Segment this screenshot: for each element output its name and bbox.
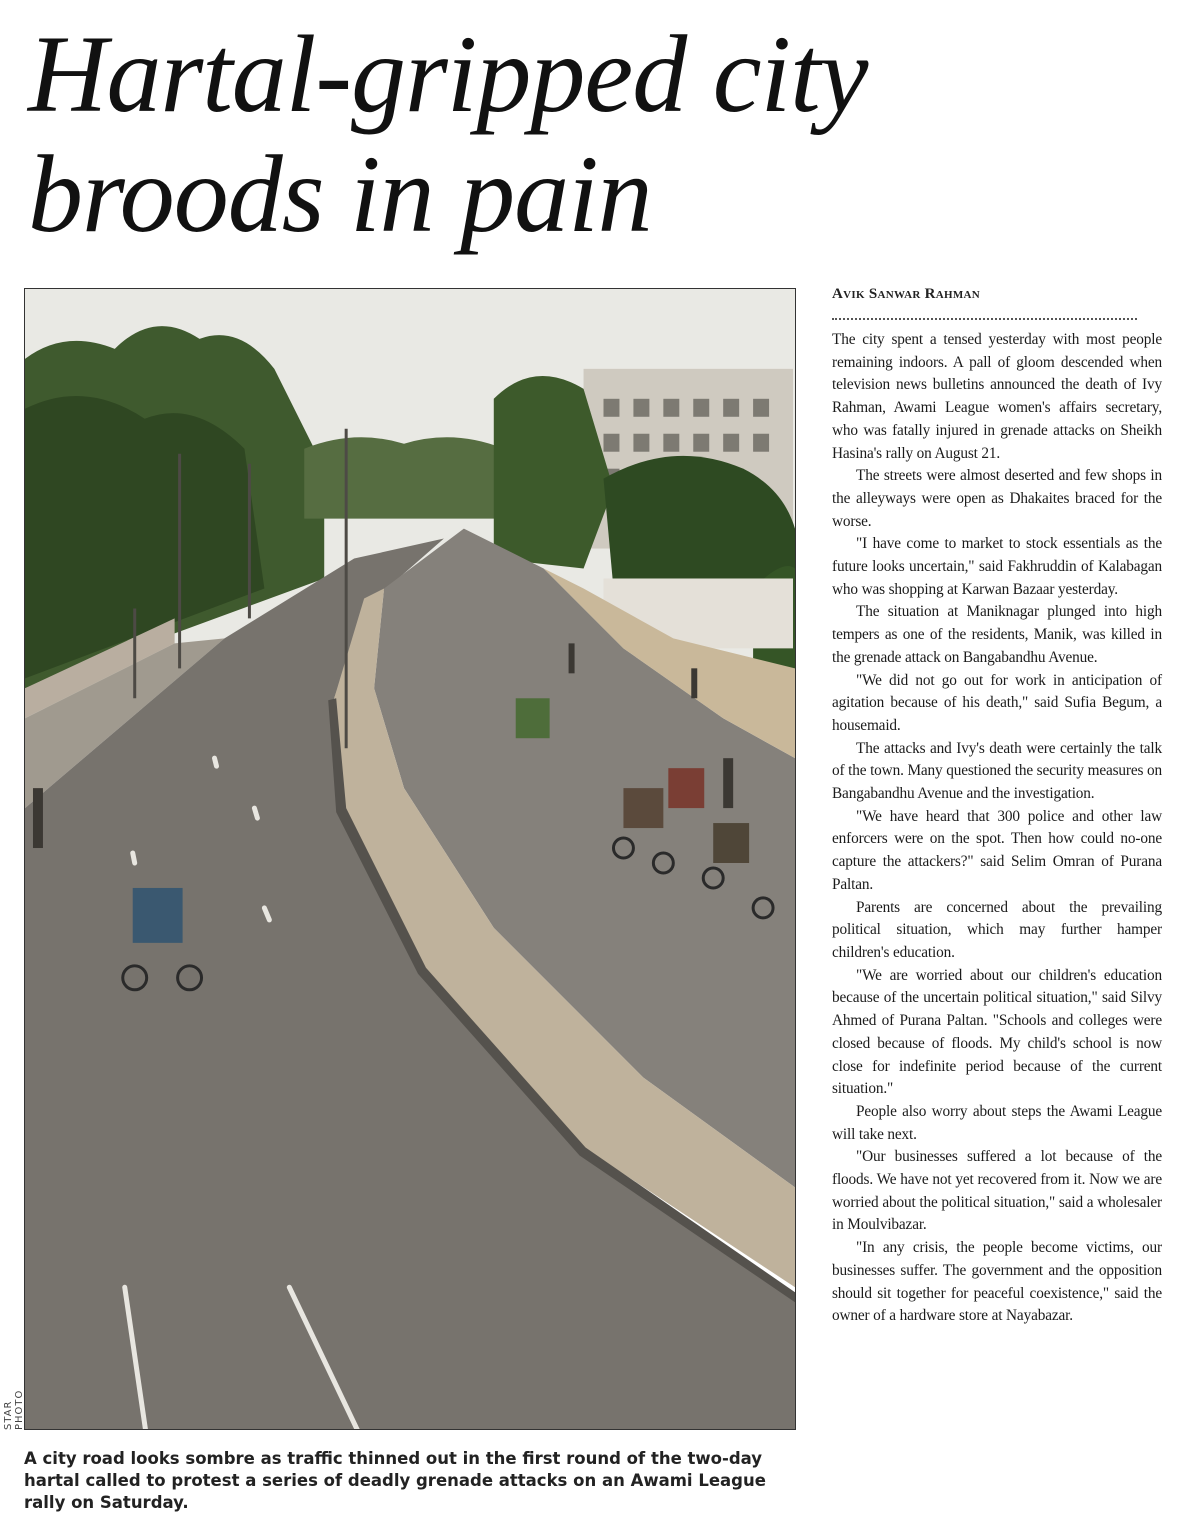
article-paragraph: Parents are concerned about the prevailing political situation, which may further hamper children's education. bbox=[832, 898, 1162, 961]
article-paragraph: "In any crisis, the people become victims, our businesses suffer. The government and the opposition should sit together for peaceful coexistence," said the owner of a hardware store at Nayabazar. bbox=[832, 1239, 1162, 1325]
news-photo bbox=[24, 288, 796, 1430]
article-paragraph: "Our businesses suffered a lot because of the floods. We have not yet recovered from it. Now we are worried about the political situation," said a wholesaler in Moulvibazar. bbox=[832, 1148, 1162, 1234]
headline-line-1: Hartal-gripped city bbox=[28, 13, 868, 135]
article-paragraph: The attacks and Ivy's death were certainly the talk of the town. Many questioned the security measures on Bangabandhu Avenue and the investigation. bbox=[832, 739, 1162, 803]
article-paragraph: People also worry about steps the Awami League will take next. bbox=[832, 1102, 1162, 1143]
article-body bbox=[832, 329, 1162, 1328]
article-paragraph: "We did not go out for work in anticipation of agitation because of his death," said Sufia Begum, a housemaid. bbox=[832, 671, 1162, 734]
byline: Avik Sanwar Rahman bbox=[832, 286, 981, 302]
photo-credit: STAR PHOTO bbox=[3, 1389, 25, 1430]
article-paragraph: "I have come to market to stock essentials as the future looks uncertain," said Fakhruddin of Kalabagan who was shopping at Karwan Bazaar yesterday. bbox=[832, 535, 1162, 598]
article-paragraph: The city spent a tensed yesterday with most people remaining indoors. A pall of gloom descended when television news bulletins announced the death of Ivy Rahman, Awami League women's affairs secretary, who was fatally injured in grenade attacks on Sheikh Hasina's rally on August 21. bbox=[832, 331, 1162, 462]
byline-divider bbox=[832, 318, 1137, 320]
distant-trees bbox=[304, 437, 503, 518]
article-paragraph: "We are worried about our children's education because of the uncertain political situation," said Silvy Ahmed of Purana Paltan. "Schools and colleges were closed because of floods. My child's school is now close for indefinite period because of the current situation." bbox=[832, 966, 1162, 1098]
photo-caption: A city road looks sombre as traffic thinned out in the first round of the two-day hartal called to protest a series of deadly grenade attacks on an Awami League rally on Saturday. bbox=[24, 1449, 766, 1512]
article-paragraph: The streets were almost deserted and few shops in the alleyways were open as Dhakaites braced for the worse. bbox=[832, 467, 1162, 530]
street-scene-illustration bbox=[25, 289, 795, 1429]
headline bbox=[28, 14, 1148, 254]
article-paragraph: "We have heard that 300 police and other law enforcers were on the spot. Then how could no-one capture the attackers?" said Selim Omran of Purana Paltan. bbox=[832, 807, 1162, 893]
headline-line-2: broods in pain bbox=[28, 133, 652, 255]
article-paragraph: The situation at Maniknagar plunged into high tempers as one of the residents, Manik, was killed in the grenade attack on Bangabandhu Avenue. bbox=[832, 603, 1162, 666]
